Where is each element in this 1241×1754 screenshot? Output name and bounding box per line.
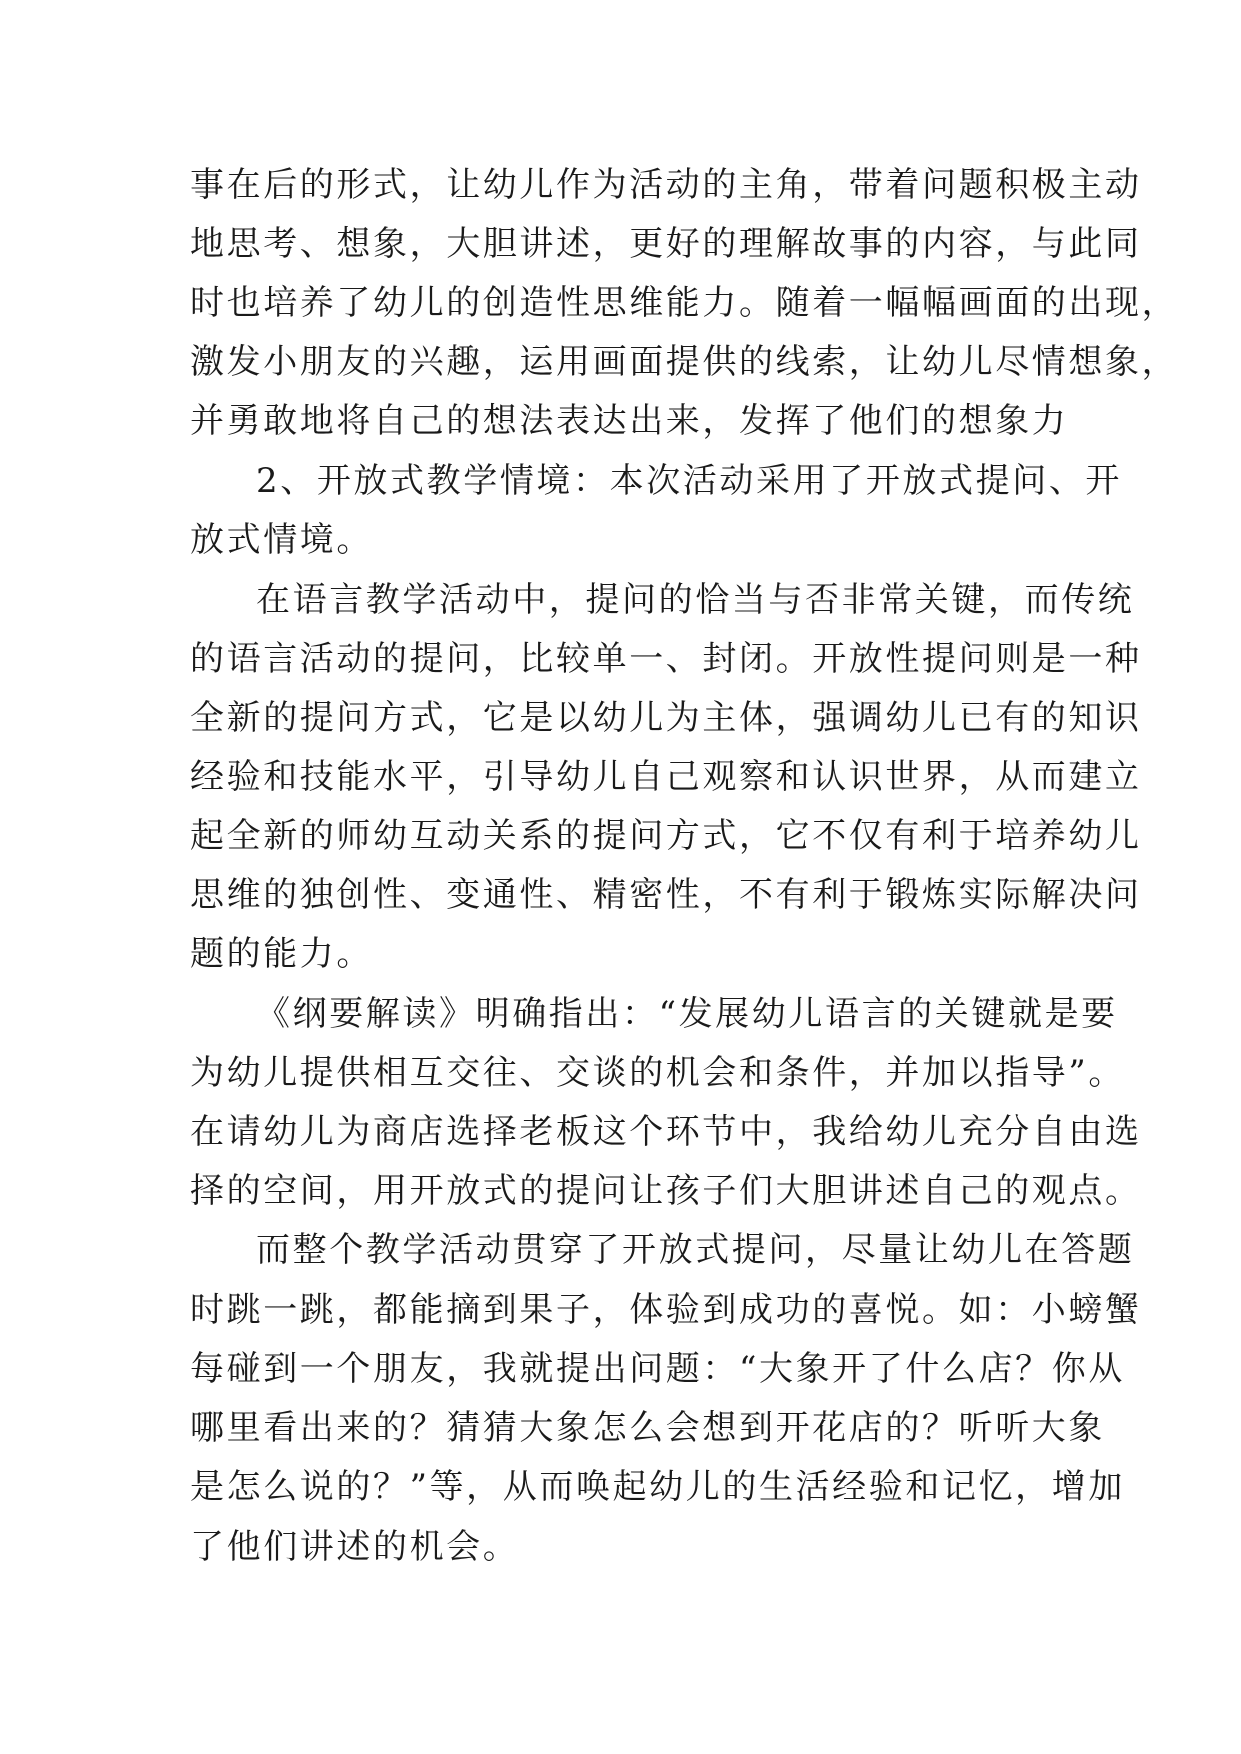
text-line: 在请幼儿为商店选择老板这个环节中，我给幼儿充分自由选 <box>190 1112 1142 1152</box>
text-line: 时也培养了幼儿的创造性思维能力。随着一幅幅画面的出现， <box>190 283 1179 323</box>
text-line: 全新的提问方式，它是以幼儿为主体，强调幼儿已有的知识 <box>190 698 1142 738</box>
text-line: 每碰到一个朋友，我就提出问题：“大象开了什么店？你从 <box>190 1349 1125 1389</box>
paragraph-start-line: 《纲要解读》明确指出：“发展幼儿语言的关键就是要 <box>256 994 1118 1034</box>
text-line: 是怎么说的？”等，从而唤起幼儿的生活经验和记忆，增加 <box>190 1467 1125 1507</box>
paragraph-start-line: 在语言教学活动中，提问的恰当与否非常关键，而传统 <box>256 580 1135 620</box>
text-line: 了他们讲述的机会。 <box>190 1527 520 1567</box>
text-line: 的语言活动的提问，比较单一、封闭。开放性提问则是一种 <box>190 639 1142 679</box>
paragraph-start-line: 而整个教学活动贯穿了开放式提问，尽量让幼儿在答题 <box>256 1230 1135 1270</box>
text-line: 激发小朋友的兴趣，运用画面提供的线索，让幼儿尽情想象， <box>190 342 1179 382</box>
text-line: 哪里看出来的？猜猜大象怎么会想到开花店的？听听大象 <box>190 1408 1105 1448</box>
text-line: 经验和技能水平，引导幼儿自己观察和认识世界，从而建立 <box>190 757 1142 797</box>
text-line: 地思考、想象，大胆讲述，更好的理解故事的内容，与此同 <box>190 224 1142 264</box>
text-line: 题的能力。 <box>190 934 373 974</box>
text-line: 为幼儿提供相互交往、交谈的机会和条件，并加以指导”。 <box>190 1053 1125 1093</box>
text-line: 起全新的师幼互动关系的提问方式，它不仅有利于培养幼儿 <box>190 816 1142 856</box>
paragraph-start-line: 2、开放式教学情境：本次活动采用了开放式提问、开 <box>256 461 1123 501</box>
text-line: 并勇敢地将自己的想法表达出来，发挥了他们的想象力 <box>190 401 1069 441</box>
text-line: 事在后的形式，让幼儿作为活动的主角，带着问题积极主动 <box>190 165 1142 205</box>
text-line: 时跳一跳，都能摘到果子，体验到成功的喜悦。如：小螃蟹 <box>190 1290 1142 1330</box>
text-line: 思维的独创性、变通性、精密性，不有利于锻炼实际解决问 <box>190 875 1142 915</box>
text-line: 放式情境。 <box>190 520 373 560</box>
text-line: 择的空间，用开放式的提问让孩子们大胆讲述自己的观点。 <box>190 1171 1142 1211</box>
